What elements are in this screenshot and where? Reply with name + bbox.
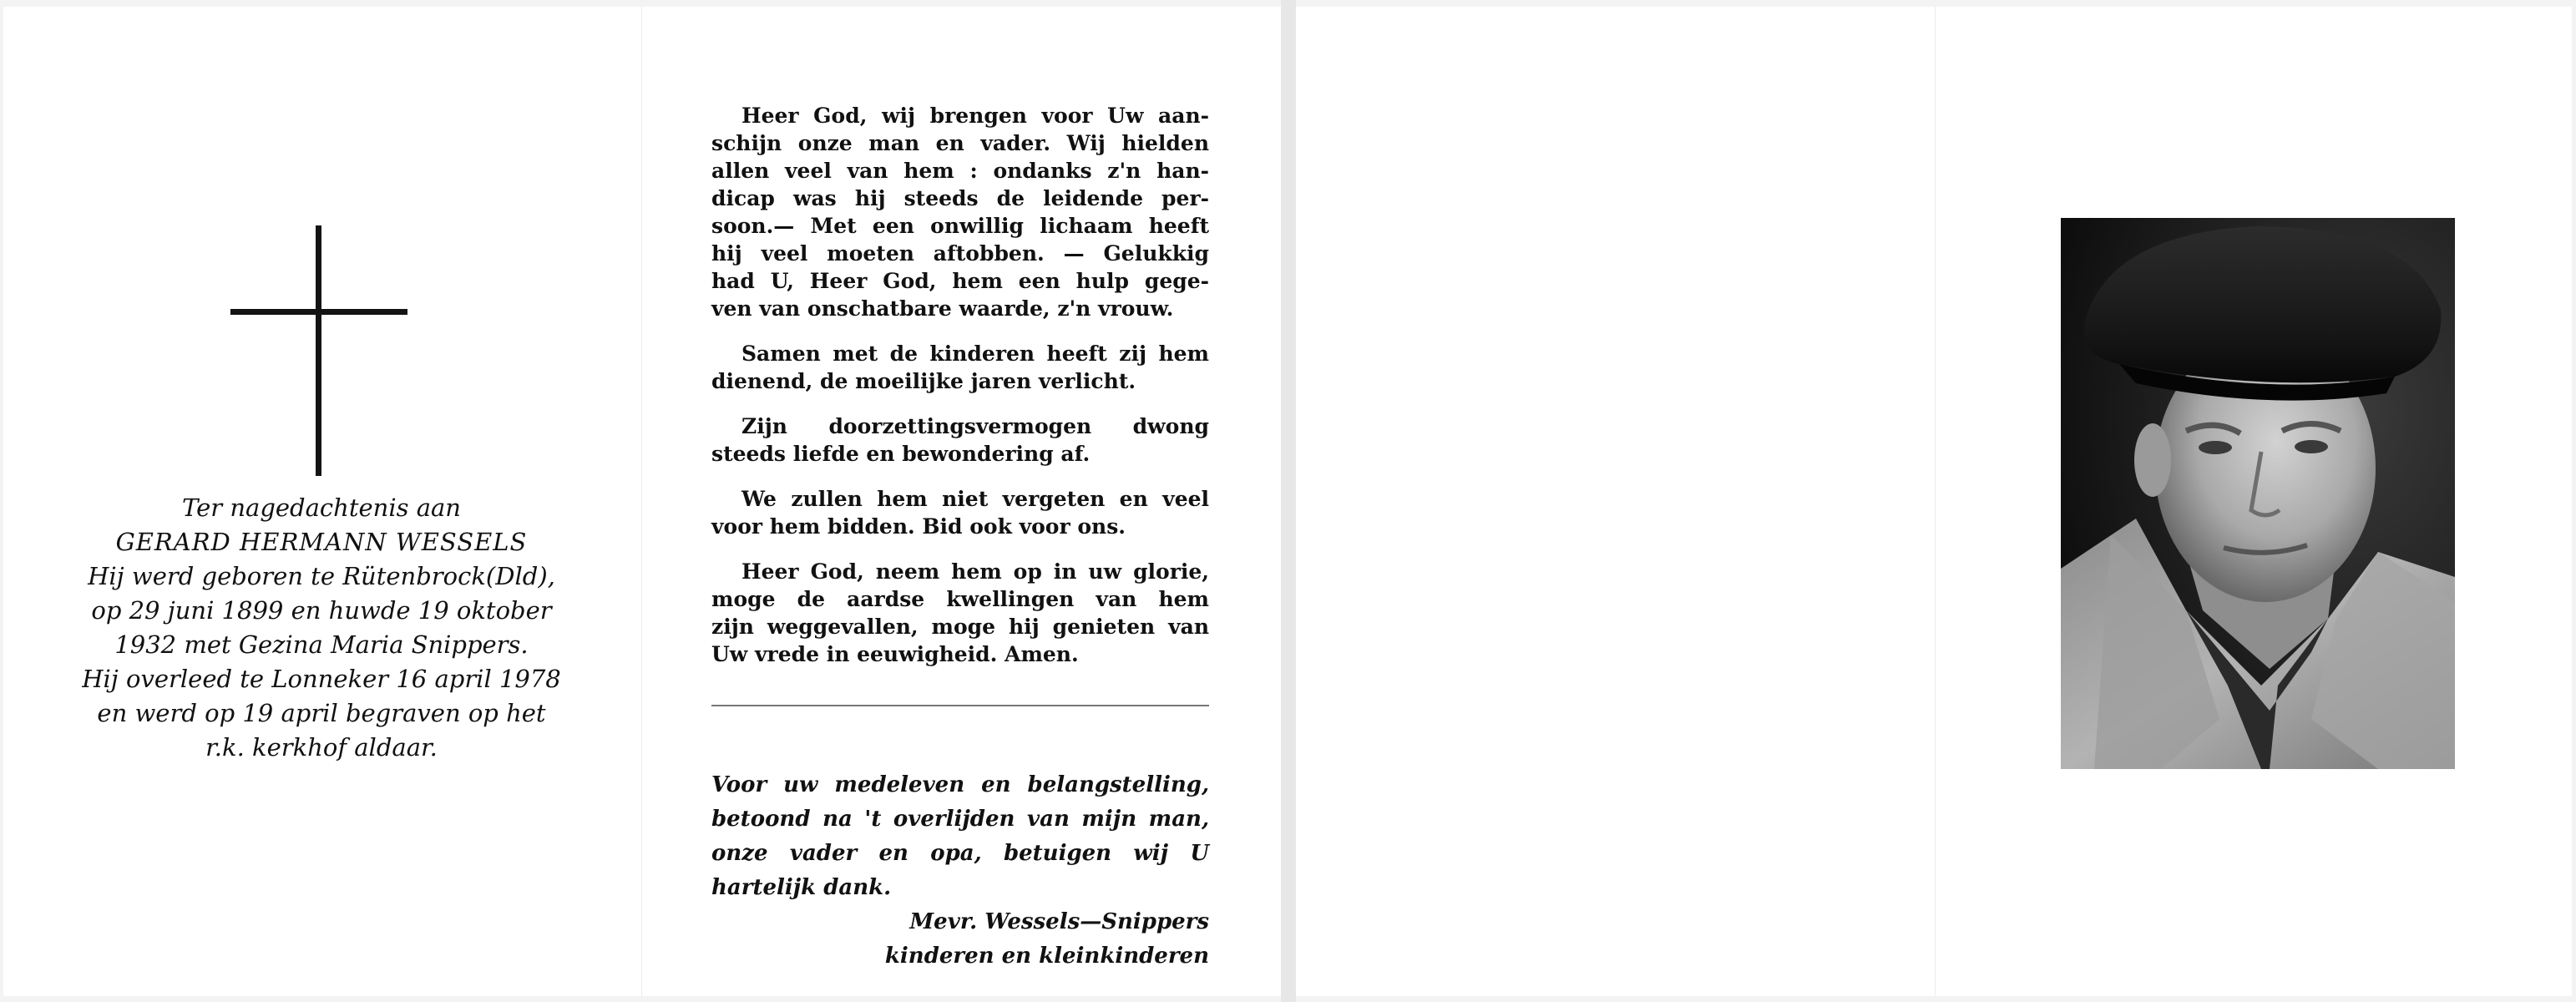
prayer-line: hij veel moeten aftobben. — Gelukkig <box>711 241 1209 266</box>
prayer-line: moge de aardse kwellingen van hem <box>711 587 1209 611</box>
prayer-paragraph <box>711 102 1209 322</box>
prayer-line: Heer God, neem hem op in uw glorie, <box>741 559 1209 584</box>
memorial-line: r.k. kerkhof aldaar. <box>205 733 438 762</box>
prayer-line: zijn weggevallen, moge hij genieten van <box>711 615 1209 639</box>
prayer-line: had U, Heer God, hem een hulp gege- <box>711 269 1209 293</box>
thanks-line: betoond na 't overlijden van mijn man, <box>711 807 1209 832</box>
prayer-line: We zullen hem niet vergeten en veel <box>741 487 1209 511</box>
cross-horizontal-bar <box>230 309 407 315</box>
prayer-line: Zijn doorzettingsvermogen dwong <box>741 414 1209 438</box>
prayer-line: Samen met de kinderen heeft zij hem <box>741 342 1209 366</box>
right-card-fold-line <box>1935 7 1936 996</box>
thanks-line: hartelijk dank. <box>711 875 892 900</box>
prayer-line: dienend, de moeilijke jaren verlicht. <box>711 369 1136 393</box>
cross-vertical-bar <box>316 225 321 476</box>
prayer-paragraph <box>711 558 1209 668</box>
signature-line: Mevr. Wessels—Snippers <box>909 909 1209 934</box>
prayer-paragraph <box>711 412 1209 468</box>
thanks-line: onze vader en opa, betuigen wij U <box>711 841 1209 866</box>
prayer-text <box>711 102 1209 686</box>
prayer-line: voor hem bidden. Bid ook voor ons. <box>711 514 1126 539</box>
prayer-line: ven van onschatbare waarde, z'n vrouw. <box>711 296 1174 321</box>
section-divider <box>711 705 1209 706</box>
eye-left <box>2199 441 2232 454</box>
thanks-text <box>711 768 1209 974</box>
memorial-text <box>50 491 593 765</box>
prayer-line: dicap was hij steeds de leidende per- <box>711 186 1209 210</box>
memorial-line: op 29 juni 1899 en huwde 19 oktober <box>91 596 552 625</box>
prayer-line: schijn onze man en vader. Wij hielden <box>711 131 1209 155</box>
portrait-illustration <box>2061 218 2455 769</box>
portrait-photo <box>2061 218 2455 769</box>
deceased-name: GERARD HERMANN WESSELS <box>115 528 528 556</box>
prayer-paragraph <box>711 340 1209 395</box>
signature-line: kinderen en kleinkinderen <box>884 944 1209 969</box>
memorial-line: Hij werd geboren te Rütenbrock(Dld), <box>88 562 555 590</box>
left-card-fold-line <box>641 7 642 996</box>
cross-icon <box>230 225 407 476</box>
eye-right <box>2295 440 2328 453</box>
prayer-paragraph <box>711 485 1209 540</box>
prayer-line: steeds liefde en bewondering af. <box>711 442 1091 466</box>
memorial-heading: Ter nagedachtenis aan <box>182 493 461 522</box>
prayer-line: allen veel van hem : ondanks z'n han- <box>711 159 1209 183</box>
prayer-line: Heer God, wij brengen voor Uw aan- <box>741 104 1209 128</box>
thanks-line: Voor uw medeleven en belangstelling, <box>711 772 1209 797</box>
card-gap <box>1281 0 1296 1002</box>
memorial-line: Hij overleed te Lonneker 16 april 1978 <box>82 665 561 693</box>
memorial-line: 1932 met Gezina Maria Snippers. <box>114 630 529 659</box>
memorial-line: en werd op 19 april begraven op het <box>97 699 546 727</box>
prayer-line: Uw vrede in eeuwigheid. Amen. <box>711 642 1079 666</box>
ear <box>2134 423 2171 497</box>
prayer-line: soon.— Met een onwillig lichaam heeft <box>711 214 1209 238</box>
